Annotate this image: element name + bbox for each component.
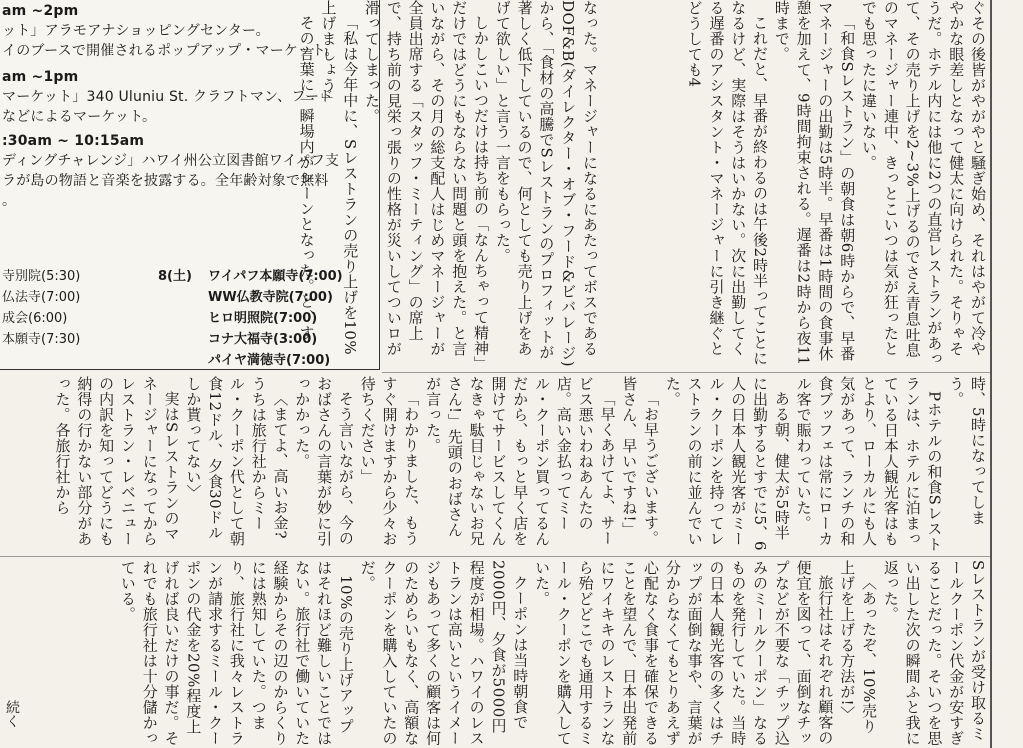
article-upper-right — [604, 0, 988, 370]
temple-entry: ヒロ明照院(7:00) — [208, 311, 318, 326]
article-paragraph: Pホテルの和食Sレストランは、ホテルに泊まっている日本人観光客はもとより、ローカルにも人気があって、ランチの和食ブッフェは常にローカル客で賑わっていた。 — [794, 376, 944, 552]
event-time: am ~2pm — [2, 3, 79, 19]
temple-entry: ワイパフ本願寺(7:00) — [208, 269, 343, 284]
article-lower-tier — [0, 560, 988, 748]
column-rule — [990, 0, 992, 748]
temple-entry: コナ大福寺(3:00) — [208, 332, 318, 347]
article-paragraph: そう言いながら、今のおばさんの言葉が妙に引っかかった。 — [293, 376, 355, 547]
temple-entry: パイヤ満徳寺(7:00) — [208, 353, 331, 368]
event-line: ット」アラモアナショッピングセンター。 — [2, 23, 270, 39]
article-paragraph: ぐその後皆がやがやと騒ぎ始め、それはやがて冷ややかな眼差しとなって健太に向けられた。そりゃそうだ。ホテル内には他に2つの直営レストランがあって、その売り上げを2~3%上げるのでさえ青息吐息のマネージャー連中、きっとこいつは気が狂ったとでも思ったに違いない。 — [860, 0, 987, 367]
article-paragraph: 10%の売り上げアップはそれほど難しいことではない。旅行社で働いていた経験からその辺のからくりには熟知していた。つまり、旅行社に我々レストランが請求するミール・クーポンの代金を20%程度上げれば良いだけの事だ。それでも旅行社は十分儲かっている。 — [118, 560, 355, 746]
article-paragraph: 「わかりました、もうすぐ開けますから少々お待ちください」 — [358, 376, 421, 547]
event-line: ラが島の物語と音楽を披露する。全年齢対象で無料 — [2, 173, 329, 189]
event-line: 。 — [2, 193, 17, 209]
article-paragraph: その言葉に一瞬場内がシーンとなった。と、す — [297, 15, 316, 341]
temple-date: 8(土) — [158, 269, 192, 284]
temple-entry: 成会(6:00) — [2, 311, 68, 326]
tier-rule — [0, 556, 990, 557]
article-middle-tier — [0, 376, 988, 552]
article-paragraph: しかしこいつだけは持ち前の「なんちゃって精神」だけではどうにもならない問題と頭を抱えた。と言いながら、その月の総支配人はじめマネージャーが全員出席する「スタッフ・ミーティング」の席上で、持ち前の見栄っ張りの性格が災いしてついロが滑ってしまった。 — [363, 0, 491, 364]
article-paragraph: これだと、早番が終わるのは午後2時半ってことになるけど、実際はそうはいかない。次に出勤してくる遅番のアシスタント・マネージャーに引き継ぐとどうしても4 — [685, 0, 770, 367]
article-paragraph: クーポンは当時朝食で2000円、夕食が5000円程度が相場。ハワイのレストランは高いというイメージもあって多くの顧客は何のためらいもなく、高額なクーポンを購入していたのだ。 — [358, 560, 530, 746]
article-paragraph: 「早くあけてよ、サービス悪いわねあんたの店。高い金払ってミール・クーポン買ってるんだから、もっと早く店を開けてサービスしてくんなきゃ駄目じゃないお兄さん!」先頭のおばさんが言った。 — [424, 376, 617, 547]
article-upper-left — [297, 0, 600, 370]
article-paragraph: 「私は今年中に、Sレストランの売り上げを10%上げましょう」 — [319, 0, 360, 356]
temple-entry: 本願寺(7:30) — [2, 332, 81, 347]
article-paragraph: Sレストランが受け取るミールクーポン代金が安すぎることだった。そいつを思い出した次の瞬間ふと我に返った。 — [881, 560, 987, 746]
event-line: ディングチャレンジ」ハワイ州公立図書館ワイパフ支 — [2, 153, 340, 169]
event-line: イのブースで開催されるポップアップ・マーケット。 — [2, 43, 339, 59]
tier-rule — [382, 372, 990, 373]
article-paragraph: 「和食Sレストラン」の朝食は朝6時からで、早番マネージャーの出勤は5時半。早番は1時間の食事休憩を加えて、9時間拘束される。遅番は2時から夜11時まで。 — [772, 0, 857, 366]
article-paragraph: 「お早うございます。皆さん、早いですね!」 — [620, 376, 661, 546]
article-paragraph: 時、5時になってしまう。 — [947, 376, 987, 526]
event-line: などによるマーケット。 — [2, 109, 157, 125]
article-paragraph: なった。マネージャーになるにあたってボスであるDOF&B(ダイレクター・オブ・フード&ビバレージ)から、「食材の高騰でSレストランのプロフィットが著しく低下しているので、何としても売り上げをあげて欲しい」と言う一言をもらった。 — [493, 0, 599, 368]
article-paragraph: 〈まてよ、高いお金?うちは旅行社からミール・クーポン代として朝食12ドル、夕食30ドルしか貰ってない〉 — [184, 376, 290, 547]
event-time: am ~1pm — [2, 69, 79, 85]
temple-entry: 仏法寺(7:00) — [2, 290, 81, 305]
article-paragraph: 実はSレストランのマネージャーになってからレストラン・レベニューの内訳を知ってどうにも納得の行かない部分があった。各旅行社から — [53, 376, 181, 547]
temple-entry: 寺別院(5:30) — [2, 269, 81, 284]
article-paragraph: 〈あったぞ、10%売り上げを上げる方法が!〉 — [838, 560, 879, 734]
article-paragraph: 旅行社はそれぞれ顧客の便宜を図って、面倒なチップなどが不要な「チップ込みのミールクーポン」なるものを発行していた。当時の日本人観光客の多くはチップが面倒な事や、言葉が分からなくてもとりあえず心配なく食事を確保できることを望んで、日本出発前にワイキキのレストランなら殆どどこでも通用するミール・クーポンを購入していた。 — [533, 560, 835, 746]
event-time: :30am ~ 10:15am — [2, 133, 145, 149]
event-line: マーケット」340 Uluniu St. クラフトマン、フード — [2, 89, 334, 105]
continued-mark: 続く — [4, 700, 20, 728]
article-paragraph: ある朝、健太が5時半に出勤するとすでに5、6人の日本人観光客がミール・クーポンを持ってレストランの前に並んでいた。 — [663, 376, 791, 552]
temple-entry: WW仏教寺院(7:00) — [208, 290, 333, 305]
